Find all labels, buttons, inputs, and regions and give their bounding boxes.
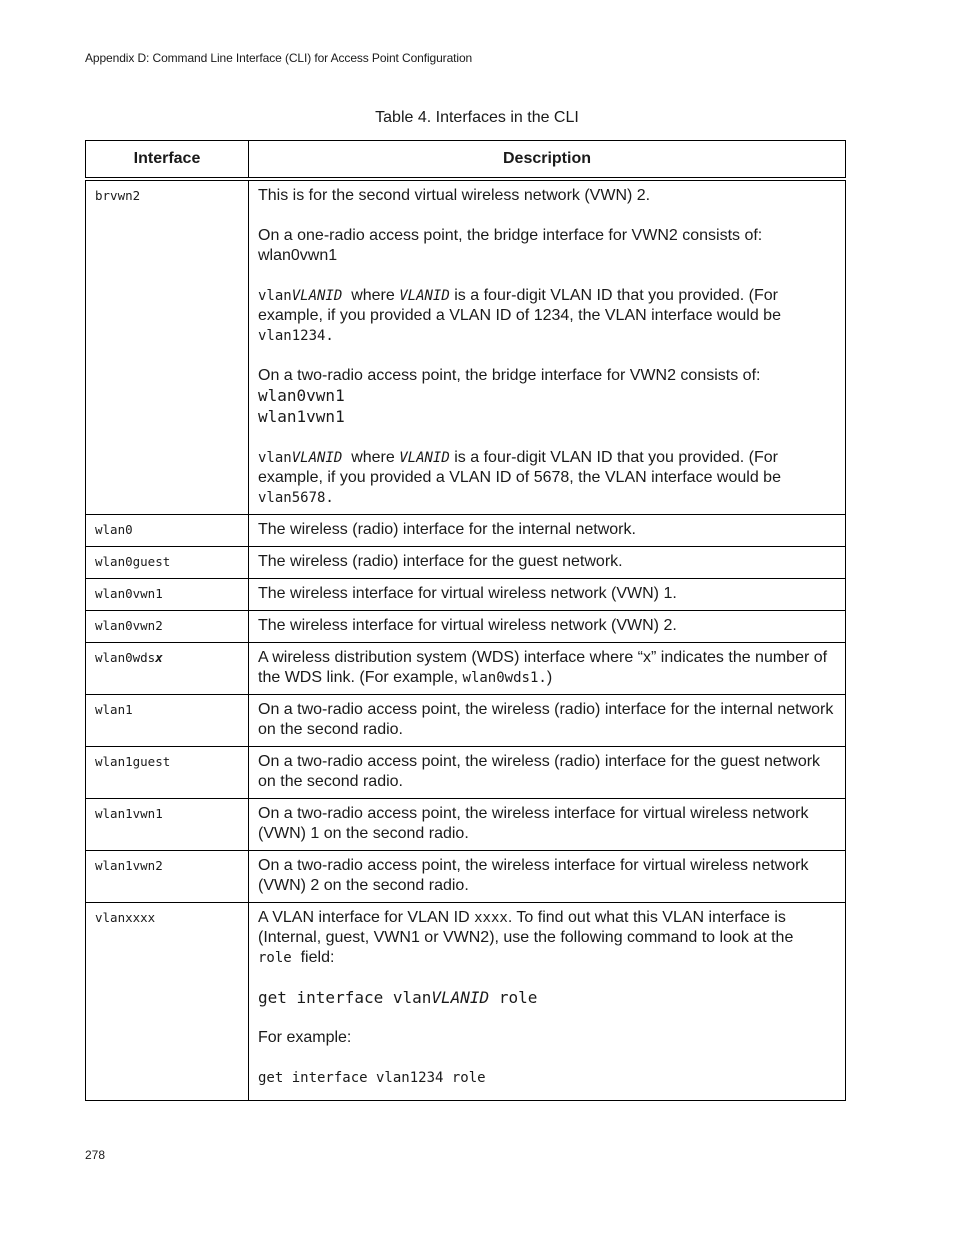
vlan-var: VLANID [291,288,343,304]
desc-vlan-a [258,286,835,346]
wds-close: ) [546,669,553,686]
interface-name: wlan0 [86,515,249,547]
interface-description: The wireless (radio) interface for the internal network. [249,515,846,547]
vlan-var-2: VLANID [399,288,450,304]
table-row [86,179,846,515]
vlan-text-a: is a four-digit VLAN ID that you provided. (For example, if you provided a VLAN ID of 1234, the VLAN interface would be [258,287,781,324]
desc-intro: This is for the second virtual wireless network (VWN) 2. [258,187,651,204]
two-radio-text: On a two-radio access point, the bridge interface for VWN2 consists of: [258,367,761,384]
table-row [86,851,846,903]
command-line [258,988,835,1008]
wds-example: wlan0wds1. [462,670,547,686]
one-radio-value: wlan0vwn1 [258,247,338,264]
table-row [86,747,846,799]
interface-name: wlan1 [86,695,249,747]
table-header-row [86,141,846,180]
wds-name: wlan0wds [95,650,156,665]
table-row [86,799,846,851]
page-number: 278 [85,1148,106,1162]
interface-description [249,179,846,515]
table-row [86,611,846,643]
interface-description [249,903,846,1101]
table-caption: Table 4. Interfaces in the CLI [375,109,579,126]
wds-name-var: x [155,650,163,665]
interface-description: The wireless interface for virtual wireless network (VWN) 1. [249,579,846,611]
desc-vlan-b [258,448,835,508]
interface-name: wlan1vwn1 [86,799,249,851]
table-row [86,695,846,747]
header-interface: Interface [86,141,249,180]
interface-description: The wireless (radio) interface for the guest network. [249,547,846,579]
interface-name: wlan0guest [86,547,249,579]
interface-description [249,643,846,695]
cmd-a: get interface vlan [258,988,432,1007]
interface-name: wlan1guest [86,747,249,799]
interface-description: On a two-radio access point, the wireless (radio) interface for the internal network on the second radio. [249,695,846,747]
example-command: get interface vlan1234 role [258,1070,486,1086]
vlan-desc-c: field: [300,949,335,966]
table-row [86,903,846,1101]
interface-description: The wireless interface for virtual wireless network (VWN) 2. [249,611,846,643]
role-field: role [258,950,292,966]
where-text: where [351,449,395,466]
for-example: For example: [258,1029,352,1046]
interface-name: vlanxxxx [86,903,249,1101]
cmd-b: role [489,988,538,1007]
interface-description: On a two-radio access point, the wireless interface for virtual wireless network (VWN) 1 on the second radio. [249,799,846,851]
where-text: where [351,287,395,304]
vlan-prefix: vlan [258,450,292,466]
table-row [86,579,846,611]
interface-name [86,643,249,695]
table-row [86,643,846,695]
vlan-example-a: vlan1234. [258,328,334,344]
vlan-desc-id: xxxx [474,910,508,926]
vlan-desc-a: A VLAN interface for VLAN ID [258,909,470,926]
interfaces-table [85,140,846,1101]
vlan-text-b: is a four-digit VLAN ID that you provided. (For example, if you provided a VLAN ID of 5678, the VLAN interface would be [258,449,781,486]
interface-name: wlan0vwn2 [86,611,249,643]
two-radio-value-1: wlan0vwn1 [258,386,345,405]
cmd-var: VLANID [431,988,490,1007]
vlan-example-b: vlan5678. [258,490,334,506]
two-radio-value-2: wlan1vwn1 [258,407,345,426]
running-head: Appendix D: Command Line Interface (CLI) for Access Point Configuration [85,51,473,65]
interface-name: brvwn2 [86,179,249,515]
vlan-desc-b: . To find out what this VLAN interface is (Internal, guest, VWN1 or VWN2), use the following command to look at the [258,909,794,946]
vlan-prefix: vlan [258,288,292,304]
interface-description: On a two-radio access point, the wireless (radio) interface for the guest network on the second radio. [249,747,846,799]
interface-description: On a two-radio access point, the wireless interface for virtual wireless network (VWN) 2 on the second radio. [249,851,846,903]
vlan-var: VLANID [291,450,343,466]
interface-name: wlan0vwn1 [86,579,249,611]
desc-one-radio [258,226,835,266]
interface-name: wlan1vwn2 [86,851,249,903]
vlan-var-2: VLANID [399,450,450,466]
wds-desc: A wireless distribution system (WDS) interface where “x” indicates the number of the WDS link. (For example, [258,649,828,686]
table-row [86,515,846,547]
header-description: Description [249,141,846,180]
desc-two-radio [258,366,835,428]
vlan-desc [258,908,835,968]
one-radio-text: On a one-radio access point, the bridge interface for VWN2 consists of: [258,227,763,244]
table-row [86,547,846,579]
